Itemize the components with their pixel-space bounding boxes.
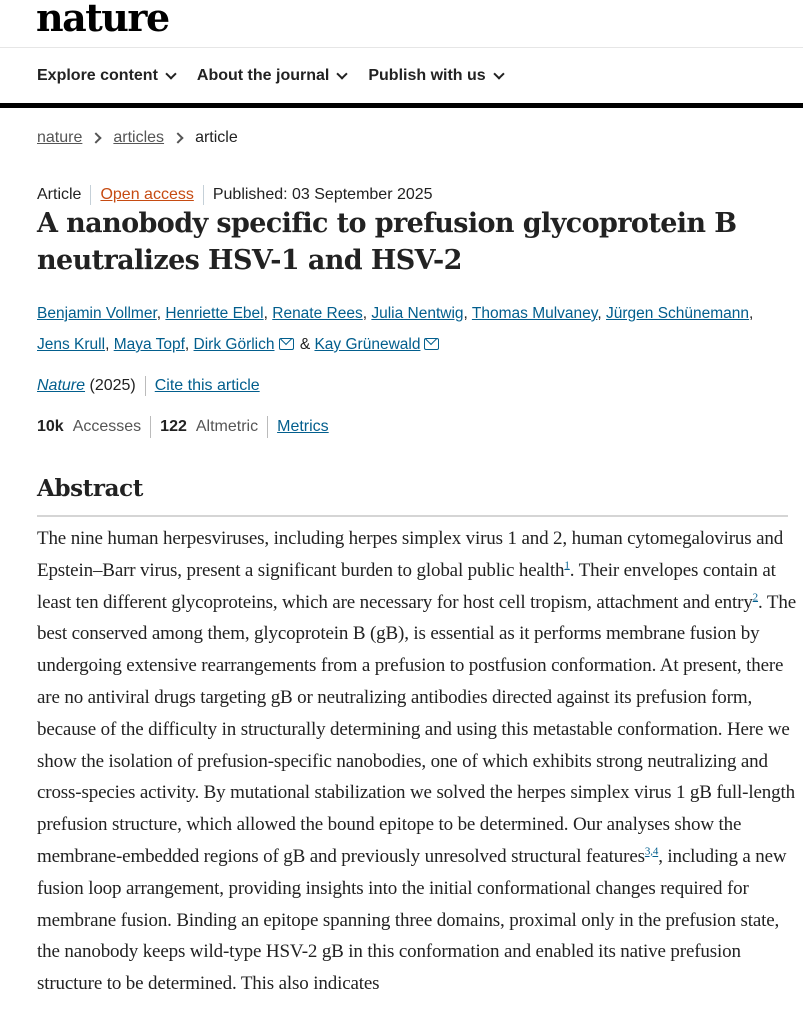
nav-publish-with-us[interactable] <box>368 67 502 85</box>
author-link[interactable]: Jens Krull <box>37 336 106 353</box>
journal-year: (2025) <box>89 377 136 394</box>
abstract-segment: . Their envelopes contain at least ten different glycoproteins, which are necessary for host cell tropism, attachment and entry <box>37 559 776 613</box>
article-meta <box>37 185 433 205</box>
author-list <box>37 298 797 360</box>
nav-label: About the journal <box>196 66 330 84</box>
author-link[interactable]: Julia Nentwig <box>371 305 464 322</box>
separator: , <box>463 305 468 322</box>
main-nav <box>0 48 803 108</box>
email-icon[interactable] <box>279 338 294 350</box>
author-link[interactable]: Thomas Mulvaney <box>471 305 598 322</box>
altmetric-value: 122 <box>160 418 187 435</box>
article-metrics <box>37 416 329 438</box>
abstract-text <box>37 523 797 1000</box>
breadcrumb-articles[interactable]: articles <box>113 129 165 146</box>
abstract-segment: . The best conserved among them, glycoprotein B (gB), is essential as it performs membrane fusion by undergoing extensive rearrangements from a prefusion to postfusion conformation. At present, there are no antiviral drugs targeting gB or neutralizing antibodies directed against its prefusion form, because of the difficulty in structurally determining and using this metastable conformation. Here we show the isolation of prefusion-specific nanobodies, one of which exhibits strong neutralizing and cross-species activity. By mutational stabilization we solved the herpes simplex virus 1 gB full-length prefusion structure, which allowed the bound epitope to be determined. Our analyses show the membrane-embedded regions of gB and previously unresolved structural features <box>37 591 796 867</box>
chevron-right-icon <box>172 132 183 143</box>
reference-link[interactable]: 2 <box>752 591 759 604</box>
published-date: Published: 03 September 2025 <box>212 186 433 203</box>
reference-link[interactable]: 1 <box>564 559 570 572</box>
breadcrumb <box>37 129 238 147</box>
reference-link[interactable]: 3,4 <box>644 845 659 858</box>
separator: , <box>105 336 110 353</box>
separator: , <box>362 305 368 322</box>
divider <box>203 185 204 205</box>
nav-about-journal[interactable] <box>197 67 346 85</box>
altmetric-label: Altmetric <box>195 418 259 435</box>
author-link[interactable]: Kay Grünewald <box>314 336 421 353</box>
journal-name: Nature <box>37 377 86 394</box>
cite-article-link[interactable]: Cite this article <box>154 377 260 394</box>
chevron-down-icon <box>337 68 348 79</box>
breadcrumb-current: article <box>195 129 238 146</box>
email-icon[interactable] <box>424 338 439 350</box>
chevron-down-icon <box>493 68 504 79</box>
separator: & <box>299 336 311 353</box>
separator: , <box>749 305 754 322</box>
breadcrumb-nature[interactable]: nature <box>37 129 83 146</box>
nav-label: Explore content <box>37 66 158 84</box>
divider <box>37 515 788 517</box>
divider <box>145 376 146 396</box>
article-title: A nanobody specific to prefusion glycoprotein B neutralizes HSV-1 and HSV-2 <box>37 208 737 276</box>
metrics-link[interactable]: Metrics <box>277 418 329 435</box>
author-link[interactable]: Jürgen Schünemann <box>606 305 750 322</box>
separator: , <box>184 336 190 353</box>
journal-citation <box>37 376 260 396</box>
abstract-heading: Abstract <box>37 475 143 502</box>
chevron-right-icon <box>91 132 102 143</box>
nav-explore-content[interactable] <box>37 67 175 85</box>
nav-label: Publish with us <box>368 66 486 84</box>
author-link[interactable]: Dirk Görlich <box>193 336 275 353</box>
accesses-label: Accesses <box>72 418 142 435</box>
author-link[interactable]: Renate Rees <box>272 305 363 322</box>
abstract-segment: The nine human herpesviruses, including herpes simplex virus 1 and 2, human cytomegalovirus and Epstein–Barr virus, present a significant burden to global public health <box>37 528 784 581</box>
open-access-link[interactable]: Open access <box>100 186 194 203</box>
accesses-value: 10k <box>37 418 64 435</box>
author-link[interactable]: Benjamin Vollmer <box>37 305 157 322</box>
divider <box>267 416 268 438</box>
article-type: Article <box>37 186 82 203</box>
chevron-down-icon <box>165 68 176 79</box>
abstract-segment: , including a new fusion loop arrangement, providing insights into the initial conformational changes required for membrane fusion. Binding an epitope spanning three domains, proximal only in the prefusion state, the nanobody keeps wild-type HSV-2 gB in this conformation and enabled its native prefusion structure to be determined. This also indicates <box>37 845 787 995</box>
site-header <box>0 0 803 48</box>
nature-logo[interactable]: nature <box>36 0 169 40</box>
divider <box>150 416 151 438</box>
divider <box>90 185 91 205</box>
separator: , <box>156 305 162 322</box>
author-link[interactable]: Henriette Ebel <box>165 305 264 322</box>
journal-link[interactable] <box>37 377 85 395</box>
author-link[interactable]: Maya Topf <box>113 336 185 353</box>
separator: , <box>263 305 268 322</box>
separator: , <box>597 305 602 322</box>
